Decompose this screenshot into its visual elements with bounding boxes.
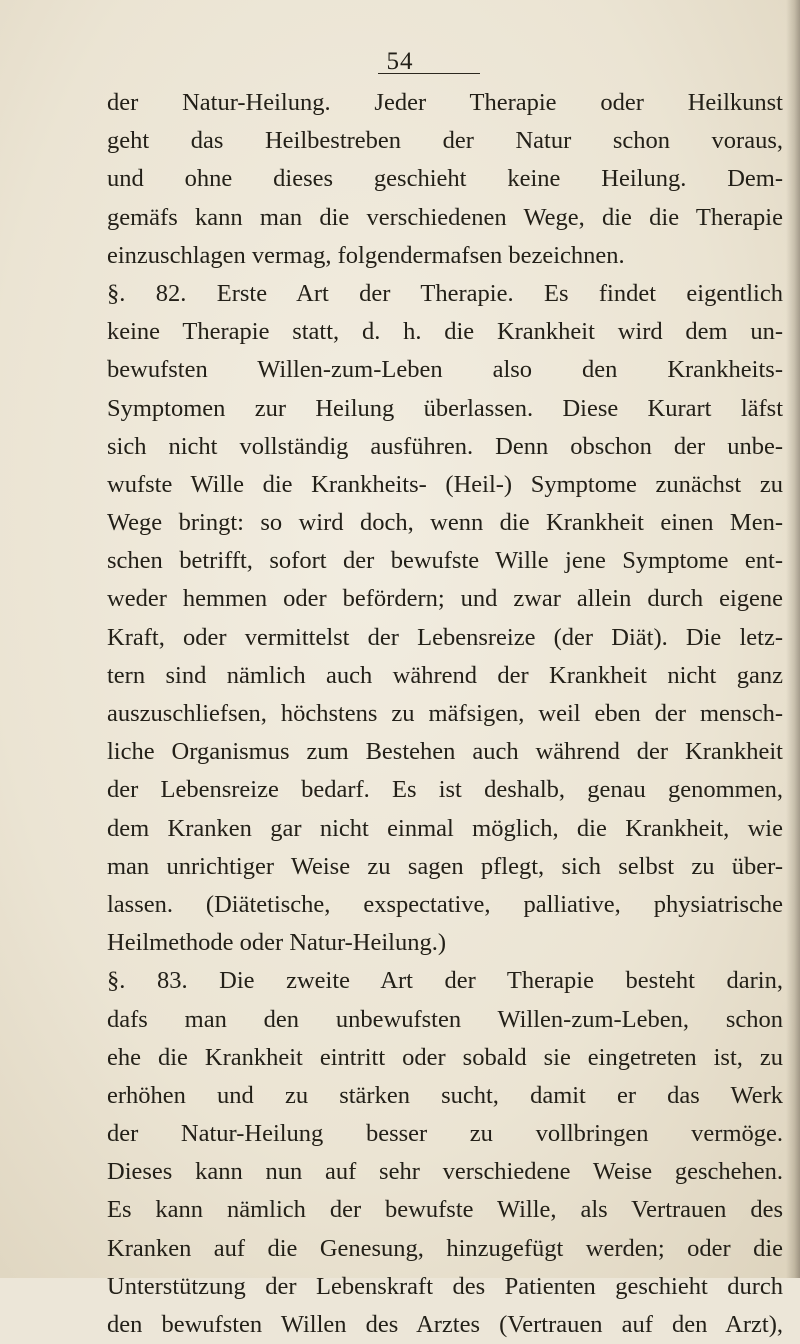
page-number-rule: [378, 73, 480, 74]
text-line: liche Organismus zum Bestehen auch während der Krankheit: [107, 738, 783, 766]
text-line: wufste Wille die Krankheits- (Heil-) Symptome zunächst zu: [107, 470, 783, 498]
text-line: Kranken auf die Genesung, hinzugefügt werden; oder die: [107, 1234, 783, 1262]
text-line: den bewufsten Willen des Arztes (Vertrauen auf den Arzt),: [107, 1311, 783, 1338]
text-line: erhöhen und zu stärken sucht, damit er das Werk: [107, 1081, 783, 1109]
text-line: ehe die Krankheit eintritt oder sobald sie eingetreten ist, zu: [107, 1043, 783, 1071]
text-line: Heilmethode oder Natur-Heilung.): [107, 929, 446, 957]
text-line: Es kann nämlich der bewufste Wille, als Vertrauen des: [107, 1196, 783, 1224]
text-line: dafs man den unbewufsten Willen-zum-Leben, schon: [107, 1005, 783, 1033]
text-line: Wege bringt: so wird doch, wenn die Krankheit einen Men-: [107, 509, 783, 537]
text-line: weder hemmen oder befördern; und zwar allein durch eigene: [107, 585, 783, 613]
text-line: schen betrifft, sofort der bewufste Wille jene Symptome ent-: [107, 547, 783, 575]
text-line: geht das Heilbestreben der Natur schon voraus,: [107, 127, 783, 155]
page-edge-shadow: [786, 0, 800, 1278]
text-line: Unterstützung der Lebenskraft des Patienten geschieht durch: [107, 1272, 783, 1300]
text-line: dem Kranken gar nicht einmal möglich, die Krankheit, wie: [107, 814, 783, 842]
text-line: Kraft, oder vermittelst der Lebensreize (der Diät). Die letz-: [107, 623, 783, 651]
text-line: und ohne dieses geschieht keine Heilung. Dem-: [107, 165, 783, 193]
text-line: gemäfs kann man die verschiedenen Wege, die die Therapie: [107, 203, 783, 231]
body-text: [107, 84, 783, 1344]
text-line: keine Therapie statt, d. h. die Krankheit wird dem un-: [107, 318, 783, 346]
text-line: §. 83. Die zweite Art der Therapie besteht darin,: [107, 967, 783, 995]
text-line: Dieses kann nun auf sehr verschiedene Weise geschehen.: [107, 1158, 783, 1186]
page-number: 54: [386, 48, 414, 75]
text-line: der Natur-Heilung besser zu vollbringen vermöge.: [107, 1120, 783, 1148]
text-line: lassen. (Diätetische, exspectative, palliative, physiatrische: [107, 890, 783, 918]
text-line: sich nicht vollständig ausführen. Denn obschon der unbe-: [107, 432, 783, 460]
text-line: auszuschliefsen, höchstens zu mäfsigen, weil eben der mensch-: [107, 700, 783, 727]
text-line: bewufsten Willen-zum-Leben also den Krankheits-: [107, 356, 783, 384]
text-line: man unrichtiger Weise zu sagen pflegt, sich selbst zu über-: [107, 852, 783, 880]
text-line: der Natur-Heilung. Jeder Therapie oder Heilkunst: [107, 89, 783, 116]
text-line: der Lebensreize bedarf. Es ist deshalb, genau genommen,: [107, 776, 783, 804]
text-line: §. 82. Erste Art der Therapie. Es findet eigentlich: [107, 279, 783, 307]
text-line: Symptomen zur Heilung überlassen. Diese Kurart läfst: [107, 394, 783, 422]
text-line: einzuschlagen vermag, folgendermafsen bezeichnen.: [107, 241, 625, 269]
text-line: tern sind nämlich auch während der Krankheit nicht ganz: [107, 661, 783, 689]
